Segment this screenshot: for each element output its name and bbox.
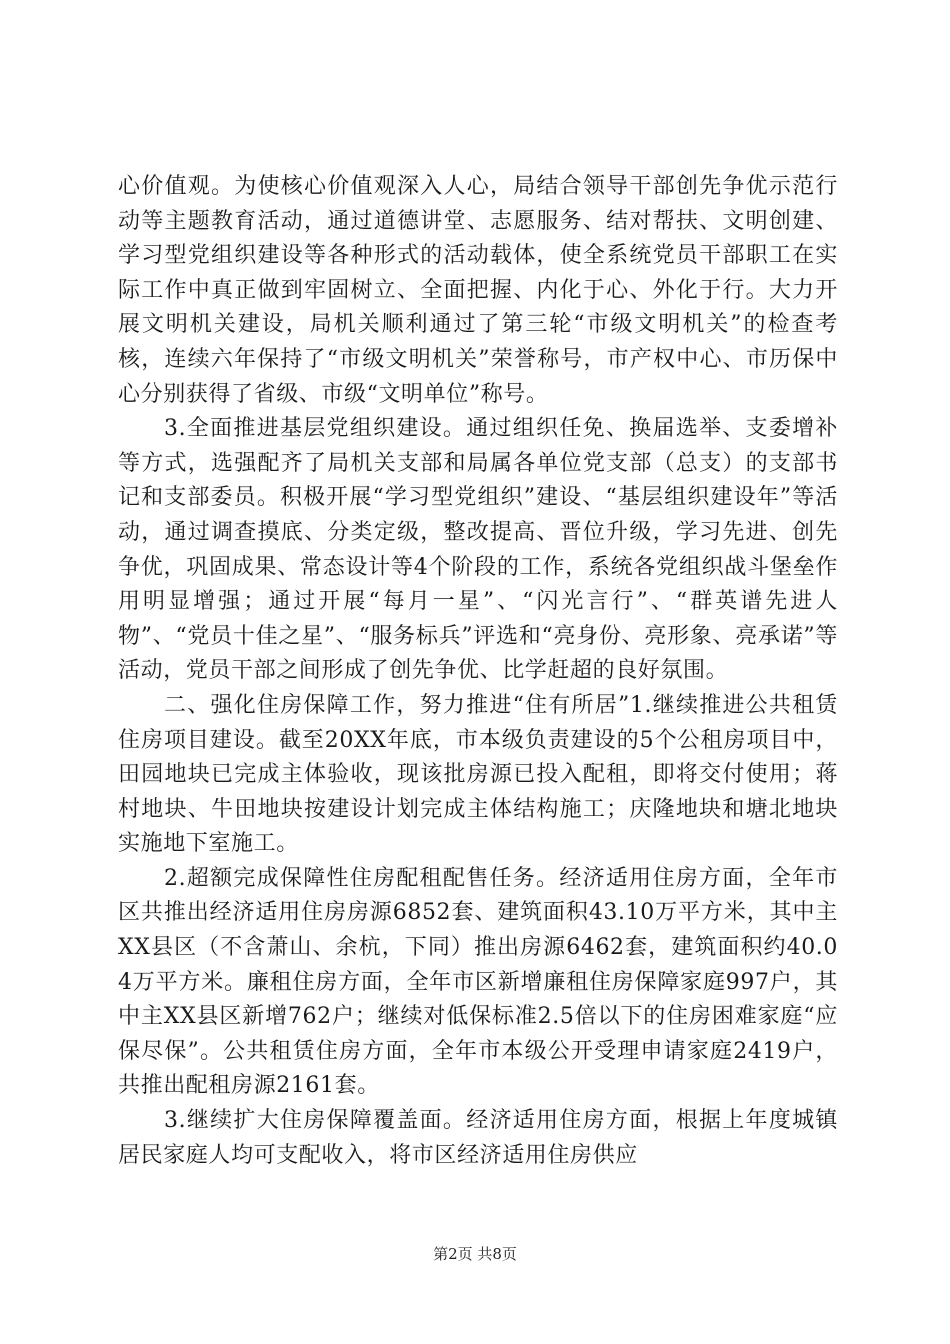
paragraph-party-organization: 3.全面推进基层党组织建设。通过组织任免、换届选举、支委增补等方式，选强配齐了局机关支部和局属各单位党支部（总支）的支部书记和支部委员。积极开展“学习型党组织”建设、“基层组织建设年”等活动，通过调查摸底、分类定级，整改提高、晋位升级，学习先进、创先争优，巩固成果、常态设计等4个阶段的工作，系统各党组织战斗堡垒作用明显增强；通过开展“每月一星”、“闪光言行”、“群英谱先进人物”、“党员十佳之星”、“服务标兵”评选和“亮身份、亮形象、亮承诺”等活动，党员干部之间形成了创先争优、比学赶超的良好氛围。 [118, 416, 838, 684]
paragraph-housing-coverage: 3.继续扩大住房保障覆盖面。经济适用住房方面，根据上年度城镇居民家庭人均可支配收入，将市区经济适用住房供应 [118, 1108, 838, 1168]
paragraph-housing-projects: 二、强化住房保障工作，努力推进“住有所居”1.继续推进公共租赁住房项目建设。截至20XX年底，市本级负责建设的5个公租房项目中，田园地块已完成主体验收，现该批房源已投入配租，即将交付使用；蒋村地块、牛田地块按建设计划完成主体结构施工；庆隆地块和塘北地块实施地下室施工。 [118, 692, 838, 857]
paragraph-housing-allocation: 2.超额完成保障性住房配租配售任务。经济适用住房方面，全年市区共推出经济适用住房房源6852套、建筑面积43.10万平方米，其中主XX县区（不含萧山、余杭，下同）推出房源6462套，建筑面积约40.04万平方米。廉租住房方面，全年市区新增廉租住房保障家庭997户，其中主XX县区新增762户；继续对低保标准2.5倍以下的住房困难家庭“应保尽保”。公共租赁住房方面，全年市本级公开受理申请家庭2419户，共推出配租房源2161套。 [118, 865, 838, 1099]
page-number-footer: 第2页 共8页 [433, 1245, 517, 1263]
document-body [118, 170, 838, 1173]
paragraph-core-values: 心价值观。为使核心价值观深入人心，局结合领导干部创先争优示范行动等主题教育活动，通过道德讲堂、志愿服务、结对帮扶、文明创建、学习型党组织建设等各种形式的活动载体，使全系统党员干部职工在实际工作中真正做到牢固树立、全面把握、内化于心、外化于行。大力开展文明机关建设，局机关顺利通过了第三轮“市级文明机关”的检查考核，连续六年保持了“市级文明机关”荣誉称号，市产权中心、市历保中心分别获得了省级、市级“文明单位”称号。 [118, 174, 838, 407]
